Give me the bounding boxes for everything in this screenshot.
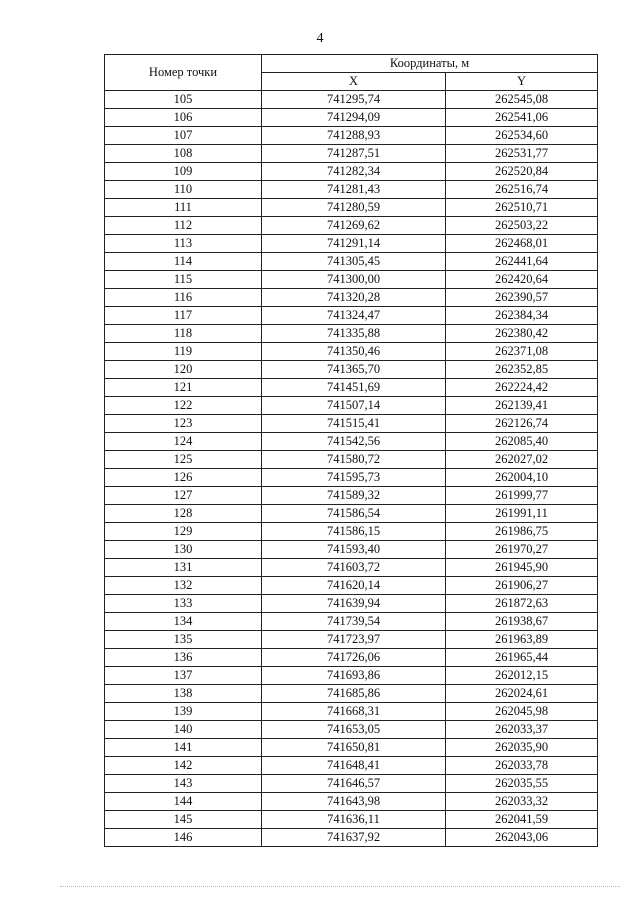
- table-row: [105, 217, 598, 235]
- x-coordinate-cell: 741269,62: [262, 217, 446, 235]
- point-number-cell: 134: [105, 613, 262, 631]
- point-number-cell: 108: [105, 145, 262, 163]
- x-coordinate-cell: 741300,00: [262, 271, 446, 289]
- x-coordinate-cell: 741603,72: [262, 559, 446, 577]
- table-row: [105, 703, 598, 721]
- x-coordinate-cell: 741636,11: [262, 811, 446, 829]
- x-coordinate-cell: 741291,14: [262, 235, 446, 253]
- point-number-cell: 138: [105, 685, 262, 703]
- table-row: [105, 415, 598, 433]
- table-row: [105, 469, 598, 487]
- table-row: [105, 433, 598, 451]
- x-coordinate-cell: 741580,72: [262, 451, 446, 469]
- point-number-cell: 127: [105, 487, 262, 505]
- table-row: [105, 757, 598, 775]
- table-row: [105, 613, 598, 631]
- x-coordinate-cell: 741739,54: [262, 613, 446, 631]
- table-row: [105, 721, 598, 739]
- table-row: [105, 631, 598, 649]
- x-coordinate-cell: 741542,56: [262, 433, 446, 451]
- x-coordinate-cell: 741639,94: [262, 595, 446, 613]
- x-coordinate-cell: 741620,14: [262, 577, 446, 595]
- y-coordinate-cell: 262085,40: [446, 433, 598, 451]
- table-row: [105, 361, 598, 379]
- y-coordinate-cell: 262224,42: [446, 379, 598, 397]
- y-coordinate-cell: 262531,77: [446, 145, 598, 163]
- x-coordinate-cell: 741288,93: [262, 127, 446, 145]
- table-row: [105, 127, 598, 145]
- x-coordinate-cell: 741280,59: [262, 199, 446, 217]
- table-row: [105, 559, 598, 577]
- table-row: [105, 253, 598, 271]
- y-coordinate-cell: 262380,42: [446, 325, 598, 343]
- x-coordinate-cell: 741586,54: [262, 505, 446, 523]
- table-row: [105, 91, 598, 109]
- x-coordinate-cell: 741637,92: [262, 829, 446, 847]
- point-number-cell: 110: [105, 181, 262, 199]
- table-body: [105, 91, 598, 847]
- point-number-cell: 120: [105, 361, 262, 379]
- table-row: [105, 289, 598, 307]
- point-number-cell: 129: [105, 523, 262, 541]
- y-coordinate-cell: 262510,71: [446, 199, 598, 217]
- point-number-cell: 114: [105, 253, 262, 271]
- table-row: [105, 343, 598, 361]
- x-coordinate-cell: 741595,73: [262, 469, 446, 487]
- point-number-cell: 111: [105, 199, 262, 217]
- y-coordinate-cell: 261906,27: [446, 577, 598, 595]
- y-coordinate-cell: 262541,06: [446, 109, 598, 127]
- point-number-cell: 126: [105, 469, 262, 487]
- y-coordinate-cell: 262033,37: [446, 721, 598, 739]
- x-coordinate-cell: 741305,45: [262, 253, 446, 271]
- point-number-cell: 112: [105, 217, 262, 235]
- point-number-cell: 130: [105, 541, 262, 559]
- x-coordinate-cell: 741668,31: [262, 703, 446, 721]
- table-row: [105, 595, 598, 613]
- x-coordinate-cell: 741593,40: [262, 541, 446, 559]
- point-number-cell: 135: [105, 631, 262, 649]
- y-coordinate-cell: 261991,11: [446, 505, 598, 523]
- x-coordinate-cell: 741294,09: [262, 109, 446, 127]
- table-row: [105, 739, 598, 757]
- point-number-cell: 142: [105, 757, 262, 775]
- y-coordinate-cell: 262520,84: [446, 163, 598, 181]
- table-row: [105, 541, 598, 559]
- y-coordinate-cell: 262352,85: [446, 361, 598, 379]
- point-number-cell: 119: [105, 343, 262, 361]
- y-coordinate-cell: 262033,78: [446, 757, 598, 775]
- table-row: [105, 829, 598, 847]
- point-number-cell: 124: [105, 433, 262, 451]
- x-coordinate-cell: 741320,28: [262, 289, 446, 307]
- y-coordinate-cell: 262012,15: [446, 667, 598, 685]
- x-coordinate-cell: 741650,81: [262, 739, 446, 757]
- point-number-cell: 115: [105, 271, 262, 289]
- point-number-cell: 145: [105, 811, 262, 829]
- point-number-cell: 121: [105, 379, 262, 397]
- y-coordinate-cell: 261963,89: [446, 631, 598, 649]
- table-row: [105, 775, 598, 793]
- table-row: [105, 325, 598, 343]
- table-row: [105, 649, 598, 667]
- point-number-cell: 106: [105, 109, 262, 127]
- table-row: [105, 163, 598, 181]
- table-row: [105, 667, 598, 685]
- page-number: 4: [316, 31, 324, 46]
- point-number-cell: 113: [105, 235, 262, 253]
- table-row: [105, 577, 598, 595]
- y-coordinate-cell: 262126,74: [446, 415, 598, 433]
- y-coordinate-cell: 262441,64: [446, 253, 598, 271]
- point-number-cell: 105: [105, 91, 262, 109]
- y-coordinate-cell: 262384,34: [446, 307, 598, 325]
- table-row: [105, 181, 598, 199]
- x-coordinate-cell: 741350,46: [262, 343, 446, 361]
- y-coordinate-cell: 262420,64: [446, 271, 598, 289]
- table-row: [105, 379, 598, 397]
- y-coordinate-cell: 262534,60: [446, 127, 598, 145]
- y-coordinate-cell: 262004,10: [446, 469, 598, 487]
- y-coordinate-cell: 262033,32: [446, 793, 598, 811]
- table-row: [105, 523, 598, 541]
- table-row: [105, 199, 598, 217]
- point-number-cell: 122: [105, 397, 262, 415]
- y-coordinate-cell: 262516,74: [446, 181, 598, 199]
- point-number-cell: 118: [105, 325, 262, 343]
- x-coordinate-cell: 741295,74: [262, 91, 446, 109]
- point-number-cell: 116: [105, 289, 262, 307]
- x-coordinate-cell: 741646,57: [262, 775, 446, 793]
- y-coordinate-cell: 261872,63: [446, 595, 598, 613]
- y-coordinate-cell: 262545,08: [446, 91, 598, 109]
- y-coordinate-cell: 262468,01: [446, 235, 598, 253]
- point-number-cell: 133: [105, 595, 262, 613]
- table-row: [105, 271, 598, 289]
- header-y: Y: [446, 73, 598, 91]
- table-row: [105, 307, 598, 325]
- x-coordinate-cell: 741653,05: [262, 721, 446, 739]
- y-coordinate-cell: 261965,44: [446, 649, 598, 667]
- x-coordinate-cell: 741586,15: [262, 523, 446, 541]
- x-coordinate-cell: 741281,43: [262, 181, 446, 199]
- y-coordinate-cell: 262139,41: [446, 397, 598, 415]
- coordinates-table: [104, 54, 598, 847]
- y-coordinate-cell: 261970,27: [446, 541, 598, 559]
- table-row: [105, 109, 598, 127]
- y-coordinate-cell: 261999,77: [446, 487, 598, 505]
- x-coordinate-cell: 741324,47: [262, 307, 446, 325]
- point-number-cell: 144: [105, 793, 262, 811]
- point-number-cell: 136: [105, 649, 262, 667]
- table-row: [105, 397, 598, 415]
- x-coordinate-cell: 741282,34: [262, 163, 446, 181]
- point-number-cell: 128: [105, 505, 262, 523]
- y-coordinate-cell: 262035,90: [446, 739, 598, 757]
- point-number-cell: 131: [105, 559, 262, 577]
- table-row: [105, 811, 598, 829]
- table-row: [105, 685, 598, 703]
- y-coordinate-cell: 261945,90: [446, 559, 598, 577]
- y-coordinate-cell: 262041,59: [446, 811, 598, 829]
- table-row: [105, 235, 598, 253]
- x-coordinate-cell: 741685,86: [262, 685, 446, 703]
- table-row: [105, 451, 598, 469]
- x-coordinate-cell: 741723,97: [262, 631, 446, 649]
- scan-artifact-line: [60, 886, 620, 890]
- point-number-cell: 117: [105, 307, 262, 325]
- header-coordinates: Координаты, м: [262, 55, 598, 73]
- point-number-cell: 125: [105, 451, 262, 469]
- point-number-cell: 107: [105, 127, 262, 145]
- y-coordinate-cell: 262371,08: [446, 343, 598, 361]
- y-coordinate-cell: 262024,61: [446, 685, 598, 703]
- x-coordinate-cell: 741335,88: [262, 325, 446, 343]
- y-coordinate-cell: 262390,57: [446, 289, 598, 307]
- y-coordinate-cell: 261938,67: [446, 613, 598, 631]
- x-coordinate-cell: 741648,41: [262, 757, 446, 775]
- header-x: X: [262, 73, 446, 91]
- point-number-cell: 146: [105, 829, 262, 847]
- y-coordinate-cell: 262027,02: [446, 451, 598, 469]
- x-coordinate-cell: 741589,32: [262, 487, 446, 505]
- x-coordinate-cell: 741451,69: [262, 379, 446, 397]
- y-coordinate-cell: 262035,55: [446, 775, 598, 793]
- point-number-cell: 143: [105, 775, 262, 793]
- x-coordinate-cell: 741726,06: [262, 649, 446, 667]
- x-coordinate-cell: 741643,98: [262, 793, 446, 811]
- header-point-number: Номер точки: [105, 55, 262, 91]
- point-number-cell: 132: [105, 577, 262, 595]
- point-number-cell: 139: [105, 703, 262, 721]
- y-coordinate-cell: 261986,75: [446, 523, 598, 541]
- point-number-cell: 123: [105, 415, 262, 433]
- table-row: [105, 487, 598, 505]
- x-coordinate-cell: 741287,51: [262, 145, 446, 163]
- y-coordinate-cell: 262043,06: [446, 829, 598, 847]
- point-number-cell: 109: [105, 163, 262, 181]
- table-row: [105, 145, 598, 163]
- x-coordinate-cell: 741507,14: [262, 397, 446, 415]
- y-coordinate-cell: 262045,98: [446, 703, 598, 721]
- x-coordinate-cell: 741365,70: [262, 361, 446, 379]
- y-coordinate-cell: 262503,22: [446, 217, 598, 235]
- table-row: [105, 793, 598, 811]
- x-coordinate-cell: 741515,41: [262, 415, 446, 433]
- point-number-cell: 141: [105, 739, 262, 757]
- point-number-cell: 137: [105, 667, 262, 685]
- x-coordinate-cell: 741693,86: [262, 667, 446, 685]
- point-number-cell: 140: [105, 721, 262, 739]
- table-row: [105, 505, 598, 523]
